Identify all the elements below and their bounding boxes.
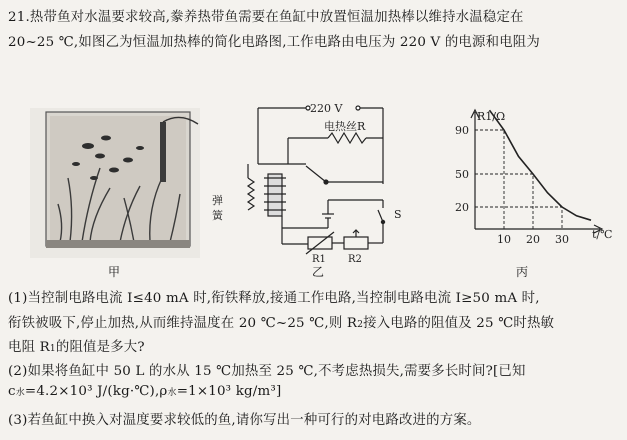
- part-1-line-1: (1)当控制电路电流 I≤40 mA 时,衔铁释放,接通工作电路,当控制电路电流 I≥50 mA 时,: [8, 291, 540, 306]
- guide-lines: [475, 130, 562, 229]
- resistance-temperature-graph: [430, 104, 620, 254]
- x-axis-label: t/℃: [592, 228, 613, 241]
- spring-label-1: 弹: [212, 194, 223, 207]
- y-tick-label: 90: [455, 124, 469, 137]
- heater-wire-label: 电热丝R: [324, 120, 366, 133]
- part-3-line-1: (3)若鱼缸中换入对温度要求较低的鱼,请你写出一种可行的对电路改进的方案。: [8, 413, 481, 428]
- y-axis-label: R1/Ω: [477, 110, 506, 123]
- part-2-line-1: (2)如果将鱼缸中 50 L 的水从 15 ℃加热至 25 ℃,不考虑热损失,需要多长时间?[已知: [8, 364, 526, 379]
- question-line-2: 20~25 ℃,如图乙为恒温加热棒的简化电路图,工作电路由电压为 220 V 的电源和电阻为: [8, 35, 540, 50]
- figure-caption-jia: 甲: [108, 265, 121, 279]
- aquarium-photo: [30, 108, 200, 258]
- x-tick-label: 30: [555, 233, 569, 246]
- r1-label: R1: [312, 254, 326, 265]
- x-tick-label: 10: [497, 233, 511, 246]
- y-tick-label: 20: [455, 201, 469, 214]
- figure-caption-yi: 乙: [312, 265, 325, 279]
- circuit-diagram: [208, 102, 418, 265]
- question-line-1: 21.热带鱼对水温要求较高,豢养热带鱼需要在鱼缸中放置恒温加热棒以维持水温稳定在: [8, 10, 524, 25]
- x-tick-label: 20: [526, 233, 540, 246]
- question-number: 21.: [8, 10, 30, 25]
- part-1-line-2: 衔铁被吸下,停止加热,从而维持温度在 20 ℃~25 ℃,则 R2接入电路的阻值及 25 ℃时热敏: [8, 316, 555, 331]
- switch-label: S: [394, 208, 402, 221]
- guide-line: [475, 130, 504, 229]
- resistance-curve: [490, 110, 592, 220]
- part-1-line-3: 电阻 R1的阻值是多大?: [8, 340, 145, 355]
- y-tick-label: 50: [455, 168, 469, 181]
- supply-voltage-label: 220 V: [310, 102, 343, 115]
- guide-line: [475, 207, 562, 229]
- part-2-line-2: c水=4.2×10³ J/(kg·℃),ρ水=1×10³ kg/m³]: [8, 384, 282, 399]
- figure-caption-bing: 丙: [516, 265, 529, 279]
- r2-label: R2: [348, 254, 362, 265]
- spring-label-2: 簧: [212, 209, 223, 222]
